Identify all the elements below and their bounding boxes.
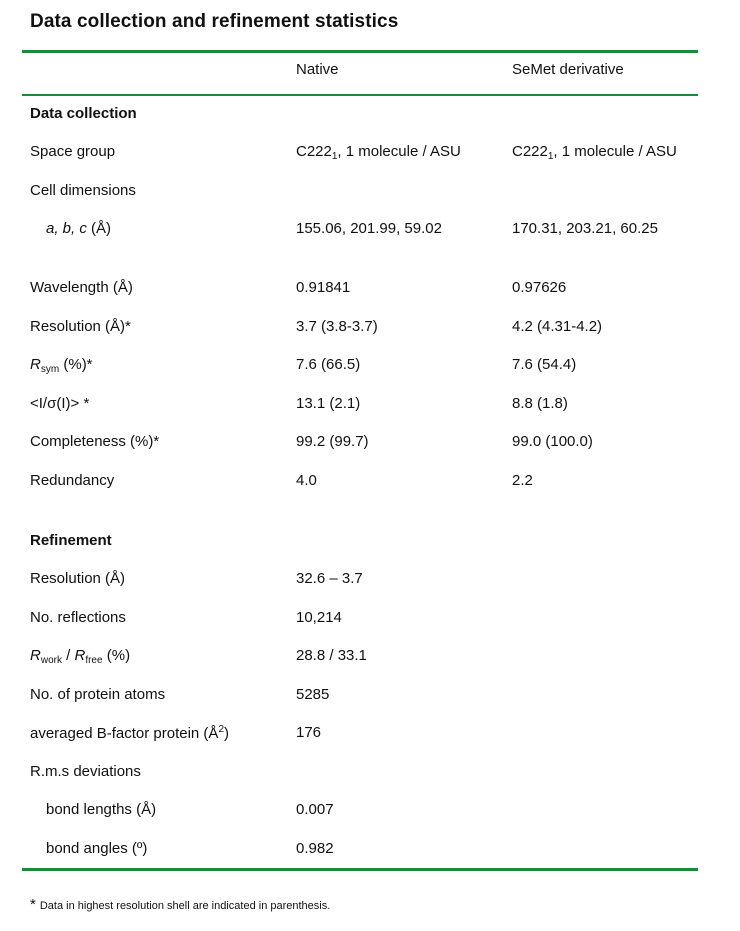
native-value: 4.0 <box>296 472 317 489</box>
header-rule <box>22 94 698 96</box>
row-label: a, b, c (Å) <box>46 220 112 237</box>
table-row-rms <box>0 763 740 785</box>
row-label: Space group <box>30 143 116 160</box>
semet-value: 0.97626 <box>512 279 567 296</box>
row-label: averaged B-factor protein $(Å^2)$ <box>30 724 229 742</box>
native-value: 155.06, 201.99, 59.02 <box>296 220 442 237</box>
table-row-reflections <box>0 609 740 631</box>
row-label: No. reflections <box>30 609 126 626</box>
table-row-resolution <box>0 318 740 340</box>
section-title-data-collection: Data collection <box>30 105 137 122</box>
native-value: 32.6 – 3.7 <box>296 570 363 587</box>
section-row-refinement <box>0 532 740 554</box>
semet-value: 4.2 (4.31-4.2) <box>512 318 603 335</box>
footnote-star: * <box>30 896 36 913</box>
table-row-bond-lengths <box>0 801 740 823</box>
native-value: 10,214 <box>296 609 342 626</box>
semet-value: 8.8 (1.8) <box>512 395 568 412</box>
bottom-rule <box>22 868 698 871</box>
native-value: 99.2 (99.7) <box>296 433 369 450</box>
row-label: $R_{work} / R_{free}$ (%) <box>30 647 131 666</box>
row-label: bond lengths (Å) <box>46 801 157 818</box>
row-label: $R_{sym}$ (%)* <box>30 356 93 375</box>
table-row-cell-dimensions <box>0 182 740 204</box>
native-value: $C222_1$, 1 molecule / ASU <box>296 143 461 162</box>
native-value: 5285 <box>296 686 330 703</box>
semet-value: $C222_1$, 1 molecule / ASU <box>512 143 677 162</box>
top-rule <box>22 50 698 53</box>
semet-value: 170.31, 203.21, 60.25 <box>512 220 658 237</box>
table-title: Data collection and refinement statistics <box>30 11 399 32</box>
row-label: Resolution (Å) <box>30 570 126 587</box>
row-label: Cell dimensions <box>30 182 136 199</box>
table-row-ref-resolution <box>0 570 740 592</box>
semet-value: 2.2 <box>512 472 533 489</box>
footnote-text: Data in highest resolution shell are indicated in parenthesis. <box>39 900 331 912</box>
semet-value: 99.0 (100.0) <box>512 433 593 450</box>
table-row-bond-angles <box>0 840 740 862</box>
native-value: 3.7 (3.8-3.7) <box>296 318 378 335</box>
header-native: Native <box>296 61 339 78</box>
section-row-data-collection <box>0 105 740 127</box>
row-label: Wavelength (Å) <box>30 279 133 296</box>
table-row-redundancy <box>0 472 740 494</box>
table-row-bfactor <box>0 724 740 746</box>
table-row-rwork-rfree <box>0 647 740 669</box>
native-value: 0.982 <box>296 840 334 857</box>
row-label: R.m.s deviations <box>30 763 141 780</box>
table-row-abc <box>0 220 740 242</box>
native-value: 0.91841 <box>296 279 351 296</box>
table-row-protein-atoms <box>0 686 740 708</box>
native-value: 7.6 (66.5) <box>296 356 361 373</box>
section-title-refinement: Refinement <box>30 532 112 549</box>
row-label: Redundancy <box>30 472 115 489</box>
table-row-rsym <box>0 356 740 378</box>
row-label: Completeness (%)* <box>30 433 160 450</box>
row-label: No. of protein atoms <box>30 686 166 703</box>
footnote <box>30 896 330 913</box>
table-row-space-group <box>0 143 740 165</box>
native-value: 28.8 / 33.1 <box>296 647 367 664</box>
row-label: Resolution (Å)* <box>30 318 131 335</box>
header-semet: SeMet derivative <box>512 61 624 78</box>
semet-value: 7.6 (54.4) <box>512 356 577 373</box>
table-row-wavelength <box>0 279 740 301</box>
table-row-completeness <box>0 433 740 455</box>
native-value: 176 <box>296 724 322 741</box>
native-value: 13.1 (2.1) <box>296 395 361 412</box>
row-label: bond angles (º) <box>46 840 148 857</box>
native-value: 0.007 <box>296 801 334 818</box>
row-label: <I/σ(I)> * <box>30 395 90 412</box>
table-row-i-sigma <box>0 395 740 417</box>
